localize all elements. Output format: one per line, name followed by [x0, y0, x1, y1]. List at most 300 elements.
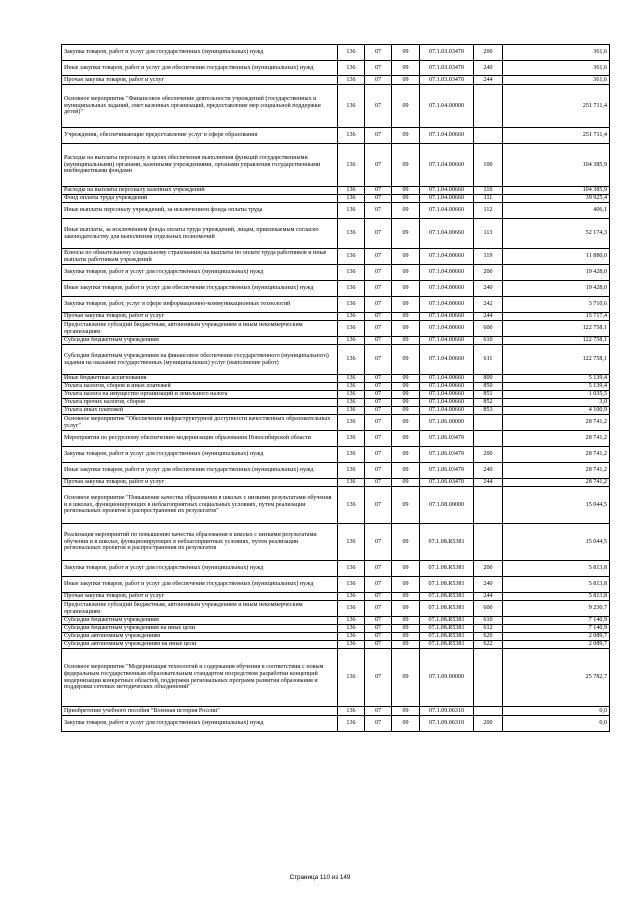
target-article-cell: 07.1.08.R5381: [420, 561, 474, 577]
grbs-code-cell: 136: [338, 219, 365, 249]
expense-type-cell: 200: [474, 265, 503, 281]
section-code-cell: 07: [365, 45, 392, 61]
subsection-code-cell: 09: [392, 463, 420, 479]
row-name-cell: Прочая закупка товаров, работ и услуг: [62, 76, 338, 85]
section-code-cell: 07: [365, 707, 392, 716]
amount-cell: 5 139,4: [503, 375, 610, 383]
subsection-code-cell: 09: [392, 487, 420, 524]
expense-type-cell: 240: [474, 577, 503, 593]
subsection-code-cell: 09: [392, 649, 420, 707]
grbs-code-cell: 136: [338, 633, 365, 641]
amount-cell: 2 089,7: [503, 641, 610, 649]
expense-type-cell: 853: [474, 407, 503, 415]
target-article-cell: 07.1.06.03470: [420, 479, 474, 487]
amount-cell: 251 711,4: [503, 128, 610, 144]
table-row: [62, 195, 610, 203]
grbs-code-cell: 136: [338, 649, 365, 707]
grbs-code-cell: 136: [338, 345, 365, 375]
expense-type-cell: [474, 431, 503, 447]
subsection-code-cell: 09: [392, 601, 420, 617]
subsection-code-cell: 09: [392, 76, 420, 85]
target-article-cell: 07.1.08.R5381: [420, 625, 474, 633]
grbs-code-cell: 136: [338, 407, 365, 415]
target-article-cell: 07.1.04.00660: [420, 249, 474, 265]
target-article-cell: 07.1.04.00660: [420, 265, 474, 281]
section-code-cell: 07: [365, 61, 392, 76]
section-code-cell: 07: [365, 561, 392, 577]
grbs-code-cell: 136: [338, 641, 365, 649]
amount-cell: 1 035,5: [503, 391, 610, 399]
row-name-cell: Расходы на выплаты персоналу в целях обеспечения выполнения функций государственными (муниципальными) органами, казенными учреждениями, органами управления государственными внебюджетными фондами: [62, 144, 338, 187]
grbs-code-cell: 136: [338, 415, 365, 431]
table-body: [62, 45, 610, 732]
grbs-code-cell: 136: [338, 61, 365, 76]
section-code-cell: 07: [365, 195, 392, 203]
target-article-cell: 07.1.04.00660: [420, 399, 474, 407]
subsection-code-cell: 09: [392, 281, 420, 297]
amount-cell: 15 044,5: [503, 487, 610, 524]
subsection-code-cell: 09: [392, 375, 420, 383]
table-row: [62, 187, 610, 195]
grbs-code-cell: 136: [338, 187, 365, 195]
table-row: [62, 625, 610, 633]
budget-table-sheet: [61, 44, 609, 732]
row-name-cell: Иные закупки товаров, работ и услуг для обеспечения государственных (муниципальных) нужд: [62, 61, 338, 76]
section-code-cell: 07: [365, 463, 392, 479]
grbs-code-cell: 136: [338, 707, 365, 716]
table-row: [62, 479, 610, 487]
subsection-code-cell: 09: [392, 85, 420, 128]
section-code-cell: 07: [365, 187, 392, 195]
table-row: [62, 321, 610, 337]
target-article-cell: 07.1.04.00000: [420, 85, 474, 128]
section-code-cell: 07: [365, 407, 392, 415]
section-code-cell: 07: [365, 641, 392, 649]
grbs-code-cell: 136: [338, 463, 365, 479]
table-row: [62, 313, 610, 321]
table-row: [62, 345, 610, 375]
amount-cell: 11 880,0: [503, 249, 610, 265]
grbs-code-cell: 136: [338, 601, 365, 617]
row-name-cell: Расходы на выплаты персоналу казенных учреждений: [62, 187, 338, 195]
amount-cell: 2 089,7: [503, 633, 610, 641]
grbs-code-cell: 136: [338, 383, 365, 391]
subsection-code-cell: 09: [392, 641, 420, 649]
table-row: [62, 144, 610, 187]
grbs-code-cell: 136: [338, 593, 365, 601]
subsection-code-cell: 09: [392, 561, 420, 577]
amount-cell: 361,6: [503, 76, 610, 85]
subsection-code-cell: 09: [392, 524, 420, 561]
table-row: [62, 61, 610, 76]
row-name-cell: Иные выплаты персоналу учреждений, за исключением фонда оплаты труда: [62, 203, 338, 219]
table-row: [62, 447, 610, 463]
target-article-cell: 07.1.04.00660: [420, 345, 474, 375]
table-row: [62, 707, 610, 716]
expense-type-cell: 200: [474, 716, 503, 732]
subsection-code-cell: 09: [392, 407, 420, 415]
grbs-code-cell: 136: [338, 313, 365, 321]
table-row: [62, 249, 610, 265]
expense-type-cell: 112: [474, 203, 503, 219]
row-name-cell: Закупка товаров, работ и услуг для государственных (муниципальных) нужд: [62, 716, 338, 732]
table-row: [62, 383, 610, 391]
expense-type-cell: 851: [474, 391, 503, 399]
amount-cell: 28 741,2: [503, 479, 610, 487]
section-code-cell: 07: [365, 399, 392, 407]
target-article-cell: 07.1.04.00660: [420, 187, 474, 195]
amount-cell: 5 813,8: [503, 577, 610, 593]
amount-cell: 122 758,1: [503, 321, 610, 337]
table-row: [62, 577, 610, 593]
amount-cell: 361,6: [503, 61, 610, 76]
target-article-cell: 07.1.04.00660: [420, 375, 474, 383]
table-row: [62, 407, 610, 415]
row-name-cell: Закупка товаров, работ и услуг для государственных (муниципальных) нужд: [62, 45, 338, 61]
amount-cell: 19 428,0: [503, 281, 610, 297]
target-article-cell: 07.1.03.03470: [420, 61, 474, 76]
subsection-code-cell: 09: [392, 297, 420, 313]
grbs-code-cell: 136: [338, 447, 365, 463]
section-code-cell: 07: [365, 297, 392, 313]
target-article-cell: 07.1.04.00660: [420, 383, 474, 391]
expense-type-cell: [474, 487, 503, 524]
section-code-cell: 07: [365, 391, 392, 399]
subsection-code-cell: 09: [392, 625, 420, 633]
grbs-code-cell: 136: [338, 45, 365, 61]
subsection-code-cell: 09: [392, 321, 420, 337]
target-article-cell: 07.1.04.00660: [420, 391, 474, 399]
expense-type-cell: 610: [474, 617, 503, 625]
amount-cell: 104 385,9: [503, 144, 610, 187]
row-name-cell: Субсидии бюджетным учреждениям: [62, 617, 338, 625]
row-name-cell: Уплата налога на имущество организаций и земельного налога: [62, 391, 338, 399]
expense-type-cell: 242: [474, 297, 503, 313]
amount-cell: 15 717,4: [503, 313, 610, 321]
table-row: [62, 617, 610, 625]
section-code-cell: 07: [365, 415, 392, 431]
target-article-cell: 07.1.09.00000: [420, 649, 474, 707]
table-row: [62, 633, 610, 641]
section-code-cell: 07: [365, 431, 392, 447]
expense-type-cell: 111: [474, 195, 503, 203]
expense-type-cell: 600: [474, 601, 503, 617]
grbs-code-cell: 136: [338, 617, 365, 625]
subsection-code-cell: 09: [392, 195, 420, 203]
section-code-cell: 07: [365, 265, 392, 281]
grbs-code-cell: 136: [338, 625, 365, 633]
target-article-cell: 07.1.04.00660: [420, 313, 474, 321]
amount-cell: 7 140,9: [503, 617, 610, 625]
expense-type-cell: [474, 85, 503, 128]
target-article-cell: 07.1.09.06310: [420, 707, 474, 716]
grbs-code-cell: 136: [338, 321, 365, 337]
section-code-cell: 07: [365, 144, 392, 187]
row-name-cell: Предоставление субсидий бюджетным, автономным учреждениям и иным некоммерческим организациям: [62, 321, 338, 337]
table-row: [62, 487, 610, 524]
subsection-code-cell: 09: [392, 144, 420, 187]
target-article-cell: 07.1.04.00660: [420, 321, 474, 337]
section-code-cell: 07: [365, 649, 392, 707]
subsection-code-cell: 09: [392, 716, 420, 732]
section-code-cell: 07: [365, 76, 392, 85]
grbs-code-cell: 136: [338, 716, 365, 732]
row-name-cell: Основное мероприятие "Повышение качества образования в школах с низкими результатами обучения и в школах, функционирующих в неблагоприятных социальных условиях, путем реализации региональных проектов и распространение их результатов": [62, 487, 338, 524]
grbs-code-cell: 136: [338, 281, 365, 297]
page-number: Страница 110 из 149: [289, 874, 351, 881]
row-name-cell: Закупка товаров, работ и услуг для государственных (муниципальных) нужд: [62, 265, 338, 281]
section-code-cell: 07: [365, 337, 392, 345]
table-row: [62, 593, 610, 601]
expense-type-cell: 244: [474, 593, 503, 601]
expense-type-cell: 113: [474, 219, 503, 249]
row-name-cell: Иные выплаты, за исключением фонда оплаты труда учреждений, лицам, привлекаемым согласно законодательству для выполнения отдельных полномочий: [62, 219, 338, 249]
row-name-cell: Закупка товаров, работ и услуг для государственных (муниципальных) нужд: [62, 561, 338, 577]
row-name-cell: Основное мероприятие "Обеспечение инфраструктурной доступности качественных образовательных услуг": [62, 415, 338, 431]
subsection-code-cell: 09: [392, 45, 420, 61]
row-name-cell: Иные закупки товаров, работ и услуг для обеспечения государственных (муниципальных) нужд: [62, 577, 338, 593]
grbs-code-cell: 136: [338, 265, 365, 281]
subsection-code-cell: 09: [392, 399, 420, 407]
grbs-code-cell: 136: [338, 431, 365, 447]
section-code-cell: 07: [365, 716, 392, 732]
table-row: [62, 85, 610, 128]
table-row: [62, 641, 610, 649]
expense-type-cell: 240: [474, 61, 503, 76]
expense-type-cell: 852: [474, 399, 503, 407]
row-name-cell: Субсидии бюджетным учреждениям на финансовое обеспечение государственного (муниципального) задания на оказание государственных (муниципальных) услуг (выполнение работ): [62, 345, 338, 375]
target-article-cell: 07.1.04.00660: [420, 407, 474, 415]
subsection-code-cell: 09: [392, 337, 420, 345]
target-article-cell: 07.1.04.00660: [420, 128, 474, 144]
row-name-cell: Реализация мероприятий по повышению качества образования в школах с низкими результатами обучения и в школах, функционирующих в неблагоприятных условиях, путем реализации региональных проектов и распространения их результатов: [62, 524, 338, 561]
expense-type-cell: 600: [474, 321, 503, 337]
target-article-cell: 07.1.03.03470: [420, 76, 474, 85]
amount-cell: 251 711,4: [503, 85, 610, 128]
target-article-cell: 07.1.04.00660: [420, 281, 474, 297]
expense-type-cell: 800: [474, 375, 503, 383]
section-code-cell: 07: [365, 625, 392, 633]
subsection-code-cell: 09: [392, 187, 420, 195]
grbs-code-cell: 136: [338, 249, 365, 265]
grbs-code-cell: 136: [338, 561, 365, 577]
section-code-cell: 07: [365, 375, 392, 383]
grbs-code-cell: 136: [338, 297, 365, 313]
section-code-cell: 07: [365, 249, 392, 265]
subsection-code-cell: 09: [392, 707, 420, 716]
expense-type-cell: 612: [474, 625, 503, 633]
amount-cell: 0,0: [503, 707, 610, 716]
expense-type-cell: 620: [474, 633, 503, 641]
table-row: [62, 524, 610, 561]
target-article-cell: 07.1.04.00660: [420, 144, 474, 187]
table-row: [62, 281, 610, 297]
amount-cell: 28 741,2: [503, 447, 610, 463]
amount-cell: 104 385,9: [503, 187, 610, 195]
expense-type-cell: [474, 707, 503, 716]
grbs-code-cell: 136: [338, 85, 365, 128]
table-row: [62, 561, 610, 577]
grbs-code-cell: 136: [338, 203, 365, 219]
expense-type-cell: 110: [474, 187, 503, 195]
section-code-cell: 07: [365, 577, 392, 593]
target-article-cell: 07.1.04.00660: [420, 337, 474, 345]
expense-type-cell: 622: [474, 641, 503, 649]
amount-cell: 122 758,1: [503, 337, 610, 345]
section-code-cell: 07: [365, 321, 392, 337]
subsection-code-cell: 09: [392, 128, 420, 144]
section-code-cell: 07: [365, 601, 392, 617]
amount-cell: 28 741,2: [503, 431, 610, 447]
row-name-cell: Иные закупки товаров, работ и услуг для обеспечения государственных (муниципальных) нужд: [62, 281, 338, 297]
expense-type-cell: 611: [474, 345, 503, 375]
grbs-code-cell: 136: [338, 391, 365, 399]
section-code-cell: 07: [365, 447, 392, 463]
subsection-code-cell: 09: [392, 313, 420, 321]
amount-cell: 28 741,2: [503, 415, 610, 431]
section-code-cell: 07: [365, 203, 392, 219]
expense-type-cell: 200: [474, 447, 503, 463]
grbs-code-cell: 136: [338, 76, 365, 85]
row-name-cell: Субсидии автономным учреждениям: [62, 633, 338, 641]
row-name-cell: Учреждения, обеспечивающие предоставление услуг в сфере образования: [62, 128, 338, 144]
target-article-cell: 07.1.08.00000: [420, 487, 474, 524]
table-row: [62, 375, 610, 383]
expense-type-cell: 119: [474, 249, 503, 265]
row-name-cell: Основное мероприятие "Финансовое обеспечение деятельности учреждений (государственных и муниципальных заданий, смет казенных организаций, предоставление мер социальной поддержки детей)": [62, 85, 338, 128]
subsection-code-cell: 09: [392, 431, 420, 447]
target-article-cell: 07.1.03.03470: [420, 45, 474, 61]
row-name-cell: Приобретение учебного пособия "Военная история России": [62, 707, 338, 716]
grbs-code-cell: 136: [338, 524, 365, 561]
amount-cell: 28 741,2: [503, 463, 610, 479]
section-code-cell: 07: [365, 383, 392, 391]
subsection-code-cell: 09: [392, 617, 420, 625]
amount-cell: 3 710,6: [503, 297, 610, 313]
section-code-cell: 07: [365, 85, 392, 128]
expense-type-cell: 244: [474, 479, 503, 487]
amount-cell: 406,1: [503, 203, 610, 219]
table-row: [62, 649, 610, 707]
grbs-code-cell: 136: [338, 195, 365, 203]
row-name-cell: Мероприятия по ресурсному обеспечению модернизации образования Новосибирской области: [62, 431, 338, 447]
expense-type-cell: 240: [474, 463, 503, 479]
target-article-cell: 07.1.06.00000: [420, 415, 474, 431]
target-article-cell: 07.1.08.R5381: [420, 593, 474, 601]
table-row: [62, 463, 610, 479]
expense-type-cell: [474, 128, 503, 144]
subsection-code-cell: 09: [392, 577, 420, 593]
row-name-cell: Взносы по обязательному социальному страхованию на выплаты по оплате труда работников и иные выплаты работникам учреждений: [62, 249, 338, 265]
row-name-cell: Прочая закупка товаров, работ и услуг: [62, 479, 338, 487]
target-article-cell: 07.1.08.R5381: [420, 601, 474, 617]
subsection-code-cell: 09: [392, 249, 420, 265]
subsection-code-cell: 09: [392, 265, 420, 281]
amount-cell: 7 140,9: [503, 625, 610, 633]
section-code-cell: 07: [365, 487, 392, 524]
row-name-cell: Закупка товаров, работ и услуг для государственных (муниципальных) нужд: [62, 447, 338, 463]
subsection-code-cell: 09: [392, 219, 420, 249]
subsection-code-cell: 09: [392, 345, 420, 375]
row-name-cell: Предоставление субсидий бюджетным, автономным учреждениям и иным некоммерческим организациям: [62, 601, 338, 617]
amount-cell: 122 758,1: [503, 345, 610, 375]
target-article-cell: 07.1.04.00660: [420, 219, 474, 249]
amount-cell: 3,0: [503, 399, 610, 407]
table-row: [62, 76, 610, 85]
subsection-code-cell: 09: [392, 447, 420, 463]
expense-type-cell: 850: [474, 383, 503, 391]
target-article-cell: 07.1.09.06310: [420, 716, 474, 732]
table-row: [62, 716, 610, 732]
subsection-code-cell: 09: [392, 61, 420, 76]
expense-type-cell: 244: [474, 76, 503, 85]
row-name-cell: Прочая закупка товаров, работ и услуг: [62, 313, 338, 321]
section-code-cell: 07: [365, 617, 392, 625]
row-name-cell: Прочая закупка товаров, работ и услуг: [62, 593, 338, 601]
amount-cell: 15 044,5: [503, 524, 610, 561]
amount-cell: 5 813,8: [503, 561, 610, 577]
expense-type-cell: 200: [474, 561, 503, 577]
table-row: [62, 265, 610, 281]
table-row: [62, 203, 610, 219]
row-name-cell: Субсидии автономным учреждениям на иные цели: [62, 641, 338, 649]
section-code-cell: 07: [365, 219, 392, 249]
expense-type-cell: 200: [474, 45, 503, 61]
target-article-cell: 07.1.06.03470: [420, 463, 474, 479]
subsection-code-cell: 09: [392, 383, 420, 391]
grbs-code-cell: 136: [338, 479, 365, 487]
subsection-code-cell: 09: [392, 391, 420, 399]
expense-type-cell: 100: [474, 144, 503, 187]
table-row: [62, 45, 610, 61]
amount-cell: 361,6: [503, 45, 610, 61]
target-article-cell: 07.1.06.03470: [420, 447, 474, 463]
target-article-cell: 07.1.08.R5381: [420, 577, 474, 593]
target-article-cell: 07.1.08.R5381: [420, 641, 474, 649]
table-row: [62, 297, 610, 313]
grbs-code-cell: 136: [338, 337, 365, 345]
target-article-cell: 07.1.04.00660: [420, 203, 474, 219]
amount-cell: 0,0: [503, 716, 610, 732]
subsection-code-cell: 09: [392, 203, 420, 219]
row-name-cell: Уплата налогов, сборов и иных платежей: [62, 383, 338, 391]
expense-type-cell: 610: [474, 337, 503, 345]
grbs-code-cell: 136: [338, 128, 365, 144]
row-name-cell: Фонд оплаты труда учреждений: [62, 195, 338, 203]
budget-allocation-table: [61, 44, 610, 732]
row-name-cell: Уплата иных платежей: [62, 407, 338, 415]
expense-type-cell: 240: [474, 281, 503, 297]
subsection-code-cell: 09: [392, 415, 420, 431]
target-article-cell: 07.1.04.00660: [420, 297, 474, 313]
table-row: [62, 128, 610, 144]
subsection-code-cell: 09: [392, 633, 420, 641]
section-code-cell: 07: [365, 593, 392, 601]
table-row: [62, 601, 610, 617]
section-code-cell: 07: [365, 128, 392, 144]
amount-cell: 19 428,0: [503, 265, 610, 281]
subsection-code-cell: 09: [392, 593, 420, 601]
row-name-cell: Закупка товаров, работ, услуг в сфере информационно-коммуникационных технологий: [62, 297, 338, 313]
row-name-cell: Основное мероприятие "Модернизация технологий и содержания обучения в соответствии с новым федеральным государственным образовательным стандартом посредством разработки концепций модернизации конкретных областей, поддержки региональных программ развития образования и поддержки сетевых методических объединений": [62, 649, 338, 707]
expense-type-cell: [474, 649, 503, 707]
row-name-cell: Субсидии бюджетным учреждениям на иные цели: [62, 625, 338, 633]
section-code-cell: 07: [365, 524, 392, 561]
grbs-code-cell: 136: [338, 577, 365, 593]
expense-type-cell: 244: [474, 313, 503, 321]
grbs-code-cell: 136: [338, 375, 365, 383]
table-row: [62, 337, 610, 345]
